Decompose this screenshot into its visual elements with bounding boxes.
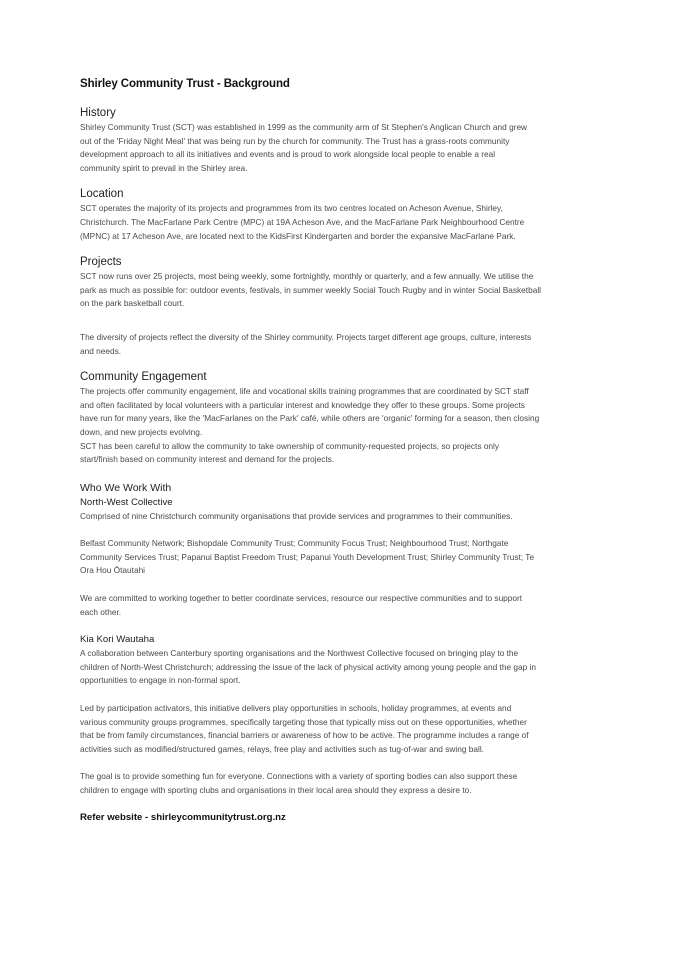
refer-website-text: Refer website - shirleycommunitytrust.org.nz [80, 811, 286, 823]
nwc-line: We are committed to working together to better coordinate services, resource our respective communities and to support [80, 593, 523, 604]
document-page [80, 78, 592, 823]
engagement-line: The projects offer community engagement, life and vocational skills training programmes that are coordinated by SCT staff [80, 386, 529, 397]
projects-line: park as much as possible for: outdoor events, festivals, in summer weekly Social Touch Rugby and in winter Social Basketball [80, 284, 542, 295]
engagement-line: SCT has been careful to allow the community to take ownership of community-requested projects, so projects only [80, 440, 500, 451]
kkw-heading: Kia Kori Wautaha [80, 634, 155, 646]
location-section [80, 187, 592, 243]
history-paragraph [80, 121, 592, 175]
nwc-line: Ora Hou Ōtautahi [80, 565, 146, 576]
kkw-line: activities such as modified/structured games, relays, free play and activities such as tug-of-war and swing ball. [80, 743, 484, 754]
kkw-line: The goal is to provide something fun for everyone. Connections with a variety of sporting bodies can also support these [80, 771, 518, 782]
nwc-paragraph-2 [80, 537, 592, 578]
kkw-line: opportunities to engage in non-formal sport. [80, 675, 241, 686]
nwc-line: Community Services Trust; Papanui Baptist Freedom Trust; Papanui Youth Development Trust; Shirley Community Trust; Te [80, 551, 535, 562]
who-heading: Who We Work With [80, 481, 172, 494]
projects-line: The diversity of projects reflect the diversity of the Shirley community. Projects target different age groups, culture, interests [80, 331, 532, 342]
history-heading: History [80, 107, 116, 119]
engagement-heading: Community Engagement [80, 371, 207, 384]
history-section [80, 106, 592, 175]
engagement-line: and often facilitated by local volunteers with a particular interest and knowledge they offer to these groups. Some projects [80, 399, 525, 410]
nwc-line: Comprised of nine Christchurch community organisations that provide services and programmes to their communities. [80, 510, 513, 521]
location-line: (MPNC) at 17 Acheson Ave, are located next to the KidsFirst Kindergarten and border the expansive MacFarlane Park. [80, 230, 516, 241]
kkw-paragraph-3 [80, 770, 592, 797]
nwc-line: Belfast Community Network; Bishopdale Community Trust; Community Focus Trust; Neighbourhood Trust; Northgate [80, 538, 509, 549]
projects-section [80, 255, 592, 358]
kkw-line: A collaboration between Canterbury sporting organisations and the Northwest Collective focused on bringing play to the [80, 648, 519, 659]
nwc-paragraph-1 [80, 510, 592, 524]
location-heading: Location [80, 188, 124, 201]
projects-heading: Projects [80, 256, 122, 269]
document-title: Shirley Community Trust - Background [80, 78, 290, 90]
engagement-line: down, and new projects evolving. [80, 426, 203, 437]
engagement-section [80, 370, 592, 467]
kkw-paragraph-1 [80, 647, 592, 688]
engagement-line: start/finish based on community interest and demand for the projects. [80, 454, 335, 465]
kkw-line: children of North-West Christchurch; addressing the issue of the lack of physical activity among young people and the gap in [80, 661, 536, 672]
kkw-line: that be from family circumstances, financial barriers or awareness of how to be active. The programme includes a range of [80, 730, 529, 741]
nwc-paragraph-3 [80, 592, 592, 619]
engagement-line: have run for many years, like the 'MacFarlanes on the Park' café, while others are 'organic' forming for a season, then closing [80, 413, 540, 424]
projects-line: on the park basketball court. [80, 298, 185, 309]
kkw-line: various community groups programmes, specifically targeting those that typically miss out on these opportunities, whether [80, 716, 527, 727]
nwc-line: each other. [80, 606, 122, 617]
history-line: community spirit to prevail in the Shirley area. [80, 162, 248, 173]
engagement-paragraph [80, 385, 592, 467]
kkw-paragraph-2 [80, 702, 592, 756]
location-paragraph [80, 202, 592, 243]
history-line: out of the 'Friday Night Meal' that was being run by the church for community. The Trust has a grass-roots community [80, 135, 510, 146]
who-section [80, 481, 592, 798]
projects-paragraph-2 [80, 331, 592, 358]
location-line: SCT operates the majority of its projects and programmes from its two centres located on Acheson Avenue, Shirley, [80, 203, 503, 214]
history-line: development approach to all its initiatives and events and is proud to work alongside local people to enable a real [80, 149, 496, 160]
projects-line: and needs. [80, 345, 122, 356]
nwc-heading: North-West Collective [80, 496, 173, 508]
projects-paragraph-1 [80, 270, 592, 311]
projects-line: SCT now runs over 25 projects, most being weekly, some fortnightly, monthly or quarterly, and a few annually. We utilise the [80, 271, 534, 282]
location-line: Christchurch. The MacFarlane Park Centre (MPC) at 19A Acheson Ave, and the MacFarlane Park Neighbourhood Centre [80, 216, 525, 227]
kkw-line: Led by participation activators, this initiative delivers play opportunities in schools, holiday programmes, at events and [80, 703, 512, 714]
kkw-line: children to engage with sporting clubs and organisations in their local area should they express a desire to. [80, 785, 472, 795]
history-line: Shirley Community Trust (SCT) was established in 1999 as the community arm of St Stephen's Anglican Church and grew [80, 122, 528, 132]
